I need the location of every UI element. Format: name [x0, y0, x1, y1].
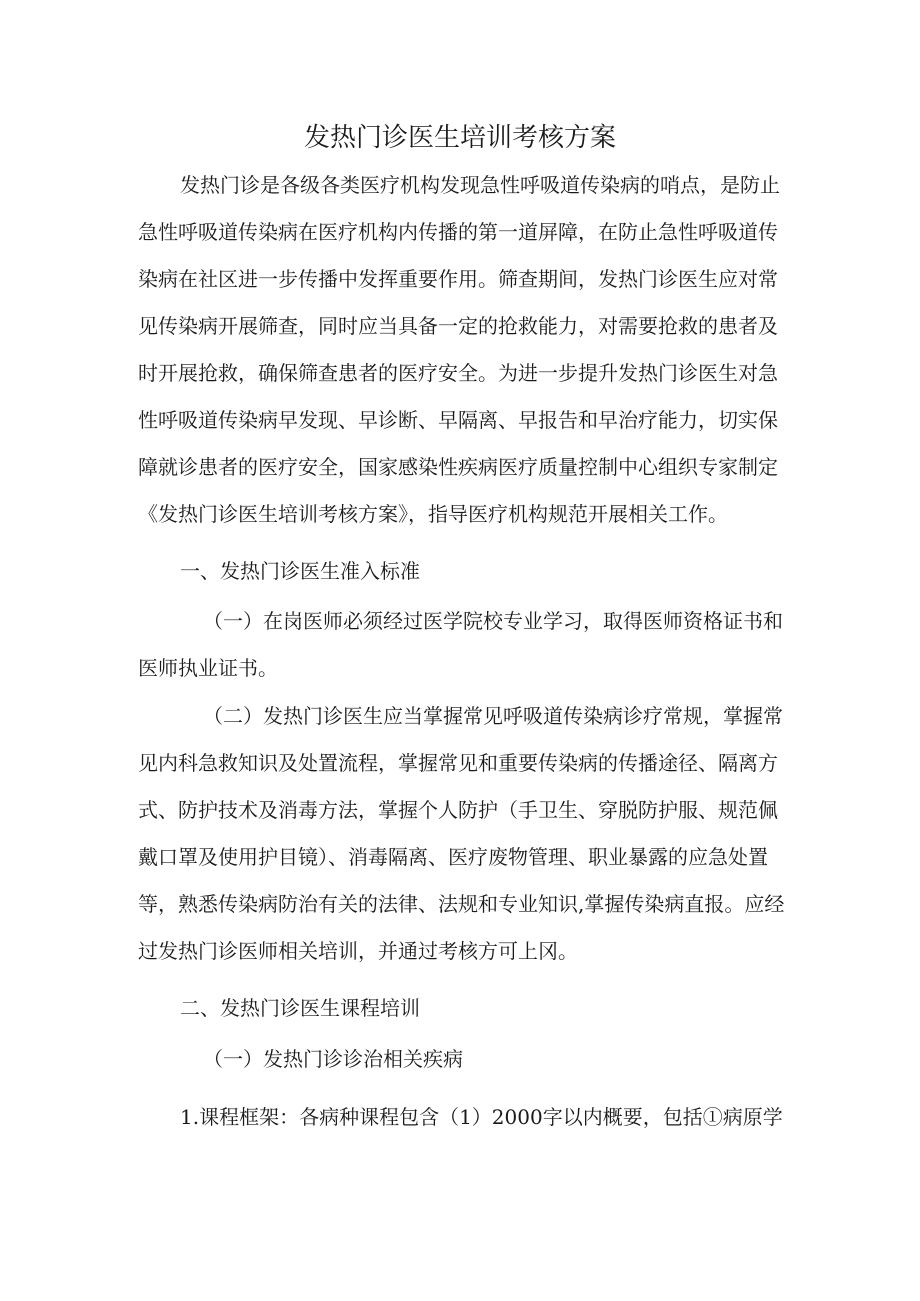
section2-point: 1.课程框架：各病种课程包含（1）2000字以内概要，包括①病原学: [180, 1105, 783, 1129]
section1-item2-line: 过发热门诊医师相关培训，并通过考核方可上冈。: [138, 939, 578, 963]
intro-line: 《发热门诊医生培训考核方案》，指导医疗机构规范开展相关工作。: [138, 502, 728, 526]
intro-line: 染病在社区进一步传播中发挥重要作用。筛查期间，发热门诊医生应对常: [138, 267, 778, 291]
intro-line: 性呼吸道传染病早发现、早诊断、早隔离、早报告和早治疗能力，切实保: [138, 408, 778, 432]
intro-line: 发热门诊是各级各类医疗机构发现急性呼吸道传染病的哨点，是防止: [180, 173, 780, 197]
section1-item1-line: 医师执业证书。: [138, 656, 278, 680]
intro-line: 障就诊患者的医疗安全，国家感染性疾病医疗质量控制中心组织专家制定: [138, 455, 778, 479]
section1-item2-line: （二）发热门诊医生应当掌握常见呼吸道传染病诊疗常规，掌握常: [203, 704, 783, 728]
section1-item2-line: 戴口罩及使用护目镜）、消毒隔离、医疗废物管理、职业暴露的应急处置: [138, 845, 768, 869]
section-heading: 二、发热门诊医生课程培训: [180, 996, 420, 1020]
intro-line: 急性呼吸道传染病在医疗机构内传播的第一道屏障，在防止急性呼吸道传: [138, 220, 778, 244]
document-title: 发热门诊医生培训考核方案: [303, 123, 616, 153]
section-heading: 一、发热门诊医生准入标准: [180, 559, 420, 583]
section1-item2-line: 等，熟悉传染病防治有关的法律、法规和专业知识,掌握传染病直报。应经: [138, 892, 785, 916]
section1-item2-line: 见内科急救知识及处置流程，掌握常见和重要传染病的传播途径、隔离方: [138, 751, 778, 775]
section2-subheading: （一）发热门诊诊治相关疾病: [203, 1047, 463, 1071]
section1-item2-line: 式、防护技术及消毒方法，掌握个人防护（手卫生、穿脱防护服、规范佩: [138, 798, 778, 822]
intro-line: 见传染病开展筛查，同时应当具备一定的抢救能力，对需要抢救的患者及: [138, 314, 778, 338]
intro-line: 时开展抢救，确保筛查患者的医疗安全。为进一步提升发热门诊医生对急: [138, 361, 778, 385]
section1-item1-line: （一）在岗医师必须经过医学院校专业学习，取得医师资格证书和: [203, 609, 783, 633]
